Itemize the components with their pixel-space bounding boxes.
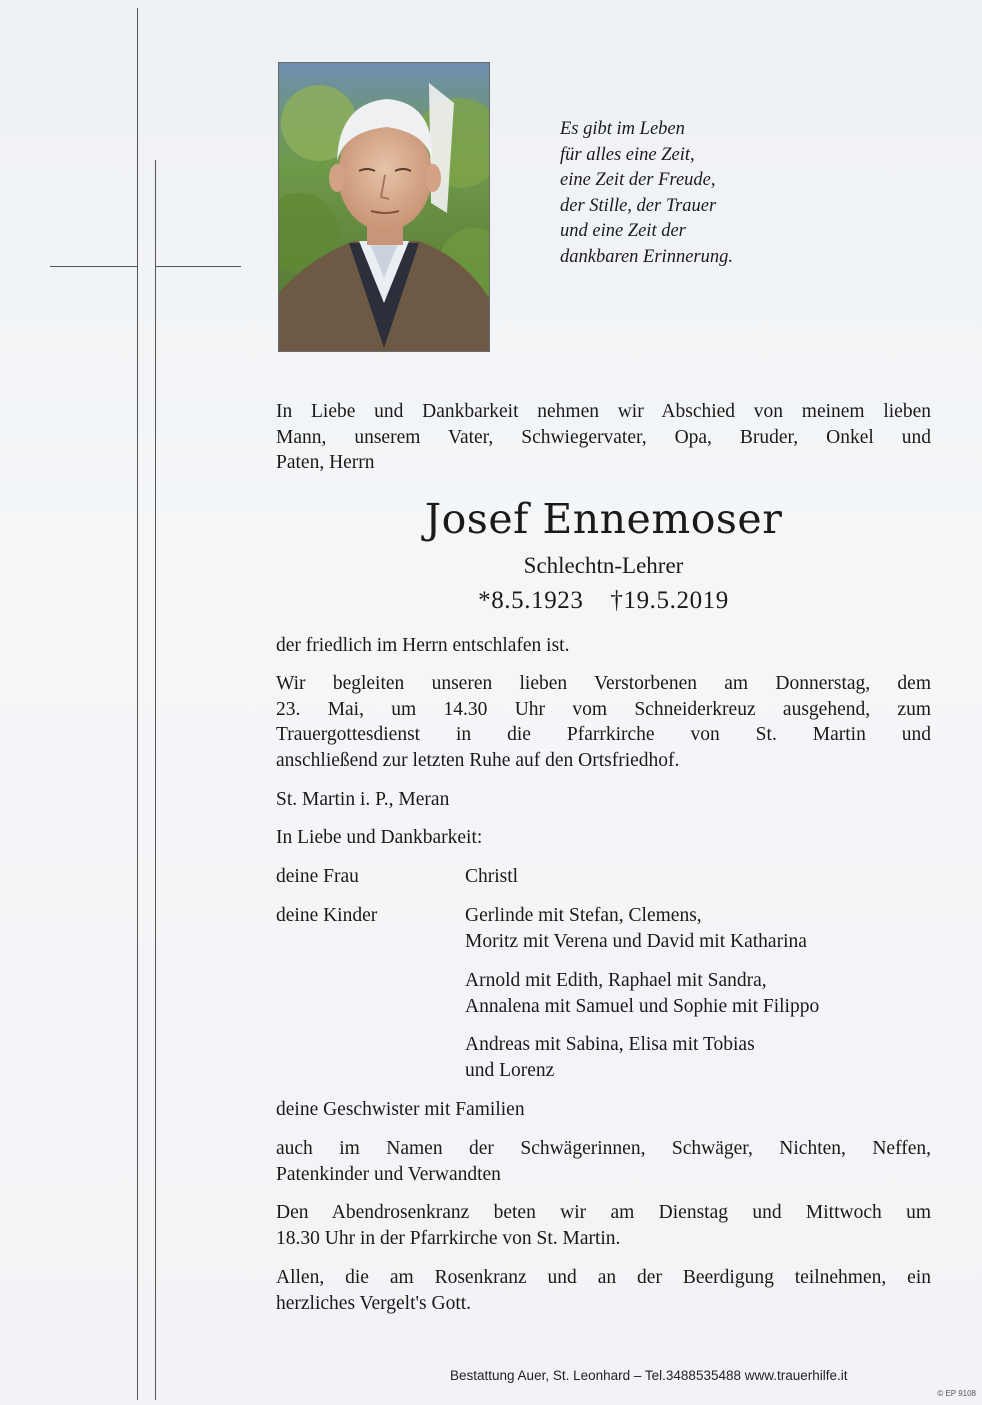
print-code: © EP 9108 [937,1389,976,1398]
deceased-title: Schlechtn-Lehrer [523,553,684,578]
children-group [465,1032,755,1083]
funeral-home-footer: Bestattung Auer, St. Leonhard – Tel.3488535488 www.trauerhilfe.it [450,1368,848,1383]
wife-name: Christl [465,866,519,887]
gratitude-line: In Liebe und Dankbarkeit: [276,827,483,848]
children-label: deine Kinder [276,905,378,926]
place-line: St. Martin i. P., Meran [276,789,450,810]
portrait-photo [278,62,490,352]
birth-date: *8.5.1923 [478,587,584,614]
intro-line: Paten, Herrn [276,452,375,473]
children-line: Gerlinde mit Stefan, Clemens, [465,905,702,926]
intro-line: In Liebe und Dankbarkeit nehmen wir Abschied von meinem lieben [276,401,931,422]
poem [560,117,860,270]
poem-line: eine Zeit der Freude, [560,170,716,190]
cross-line-horizontal-left [50,266,137,267]
wife-label: deine Frau [276,866,359,887]
poem-line: und eine Zeit der [560,221,686,241]
poem-line: für alles eine Zeit, [560,144,695,165]
cross-line-horizontal-right [155,266,241,267]
funeral-line: Wir begleiten unseren lieben Verstorbenen am Donnerstag, dem [276,673,931,694]
thanks-line: herzliches Vergelt's Gott. [276,1292,472,1314]
poem-line: dankbaren Erinnerung. [560,246,733,267]
children-line: Moritz mit Verena und David mit Katharina [465,930,807,952]
poem-line: der Stille, der Trauer [560,195,717,216]
rosary-line: Den Abendrosenkranz beten wir am Dienstag und Mittwoch um [276,1202,931,1223]
cross-line-vertical-left [137,8,138,1400]
rosary-line: 18.30 Uhr in der Pfarrkirche von St. Martin. [276,1227,621,1249]
funeral-paragraph [276,671,931,773]
funeral-line: anschließend zur letzten Ruhe auf den Ortsfriedhof. [276,749,680,771]
relatives-line: auch im Namen der Schwägerinnen, Schwäger, Nichten, Neffen, [276,1138,931,1159]
cross-line-vertical-right [155,160,156,1400]
children-line: Andreas mit Sabina, Elisa mit Tobias [465,1034,755,1055]
intro-line: Mann, unserem Vater, Schwiegervater, Opa, Bruder, Onkel und [276,426,931,448]
death-date: †19.5.2019 [610,587,729,614]
relatives-paragraph [276,1136,931,1187]
children-line: Annalena mit Samuel und Sophie mit Filippo [465,995,820,1017]
children-line: Arnold mit Edith, Raphael mit Sandra, [465,970,767,991]
thanks-paragraph [276,1265,931,1316]
thanks-line: Allen, die am Rosenkranz und an der Beerdigung teilnehmen, ein [276,1267,931,1288]
intro-paragraph [276,399,931,476]
life-dates [276,585,931,617]
children-group [465,968,819,1019]
children-group [465,903,807,954]
funeral-line: Trauergottesdienst in die Pfarrkirche von St. Martin und [276,724,931,745]
relatives-line: Patenkinder und Verwandten [276,1163,501,1185]
passed-line: der friedlich im Herrn entschlafen ist. [276,635,570,656]
poem-line: Es gibt im Leben [560,119,685,139]
deceased-name: Josef Ennemoser [424,495,783,543]
funeral-line: 23. Mai, um 14.30 Uhr vom Schneiderkreuz ausgehend, zum [276,698,931,720]
children-line: und Lorenz [465,1059,555,1081]
siblings-line: deine Geschwister mit Familien [276,1099,525,1120]
rosary-paragraph [276,1200,931,1251]
